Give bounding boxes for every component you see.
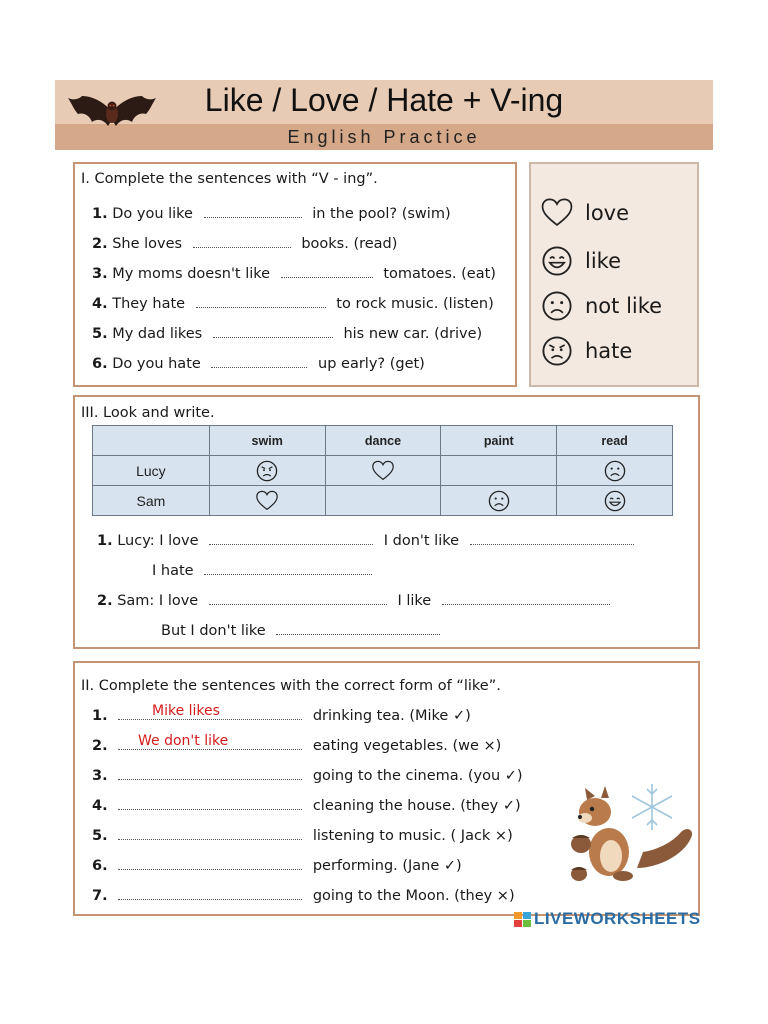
table-header-cell: [93, 426, 210, 456]
table-cell: [325, 486, 441, 516]
table-cell: [441, 456, 557, 486]
table-cell: [557, 456, 673, 486]
page-title: Like / Love / Hate + V-ing: [204, 82, 564, 118]
s1-item-5: [92, 325, 482, 343]
s3-blank[interactable]: [276, 623, 440, 635]
preferences-table: [92, 425, 673, 516]
s1-item-3: [92, 265, 496, 283]
s2-blank[interactable]: [118, 768, 302, 780]
table-header-cell: read: [557, 426, 673, 456]
s1-item-2: [92, 235, 397, 253]
s2-blank[interactable]: [118, 828, 302, 840]
s2-after: eating vegetables. (we ×): [312, 738, 502, 754]
s2-num: 4.: [92, 798, 108, 814]
s2-after: cleaning the house. (they ✓): [312, 798, 521, 814]
s3-line-1: [97, 532, 640, 550]
legend-label: not like: [585, 294, 663, 318]
sad-face-icon: [487, 489, 511, 513]
table-cell: [325, 456, 441, 486]
s3-text: I don't like: [383, 533, 460, 549]
happy-face-icon: [603, 489, 627, 513]
s1-blank[interactable]: [281, 266, 373, 278]
section-2-title: II. Complete the sentences with the correct form of “like”.: [81, 678, 501, 694]
s1-blank[interactable]: [211, 356, 307, 368]
s3-line-4: [161, 622, 446, 640]
s2-num: 3.: [92, 768, 108, 784]
s3-text: Sam: I love: [117, 593, 199, 609]
s1-before: She loves: [112, 236, 183, 252]
table-row: [93, 456, 673, 486]
table-cell: [441, 486, 557, 516]
liveworksheets-logo: [514, 909, 701, 929]
row-name: Sam: [93, 486, 210, 516]
s2-blank[interactable]: [118, 888, 302, 900]
s2-after: drinking tea. (Mike ✓): [312, 708, 471, 724]
s3-text: Lucy: I love: [117, 533, 199, 549]
heart-icon: [255, 489, 279, 513]
s1-num: 6.: [92, 356, 108, 372]
s1-blank[interactable]: [204, 206, 302, 218]
s2-item-1: [92, 707, 471, 725]
s1-num: 5.: [92, 326, 108, 342]
s1-before: They hate: [112, 296, 186, 312]
s3-blank[interactable]: [442, 593, 610, 605]
s2-num: 2.: [92, 738, 108, 754]
s2-item-6: [92, 857, 462, 875]
table-cell: [209, 486, 325, 516]
s3-blank[interactable]: [470, 533, 634, 545]
table-cell: [209, 456, 325, 486]
sad-face-icon: [540, 289, 574, 323]
s3-line-3: [97, 592, 616, 610]
s2-item-4: [92, 797, 521, 815]
s1-blank[interactable]: [213, 326, 333, 338]
snowflake-icon: [632, 784, 672, 830]
s2-item-7: [92, 887, 515, 905]
angry-face-icon: [255, 459, 279, 483]
s1-blank[interactable]: [196, 296, 326, 308]
s1-after: to rock music. (listen): [336, 296, 494, 312]
legend-love: [540, 196, 629, 230]
logo-text: LIVEWORKSHEETS: [534, 909, 701, 928]
s1-after: tomatoes. (eat): [383, 266, 496, 282]
page-subtitle: English Practice: [287, 127, 481, 147]
s2-blank[interactable]: [118, 858, 302, 870]
s3-blank[interactable]: [204, 563, 372, 575]
s1-num: 1.: [92, 206, 108, 222]
table-header-row: [93, 426, 673, 456]
s3-text: I like: [397, 593, 432, 609]
s2-answer-2: We don't like: [138, 733, 229, 749]
s1-before: Do you like: [112, 206, 193, 222]
s1-num: 4.: [92, 296, 108, 312]
table-header-cell: paint: [441, 426, 557, 456]
s2-num: 5.: [92, 828, 108, 844]
s2-after: listening to music. ( Jack ×): [312, 828, 513, 844]
s1-after: his new car. (drive): [343, 326, 483, 342]
s2-after: going to the cinema. (you ✓): [312, 768, 523, 784]
s1-before: My moms doesn't like: [112, 266, 271, 282]
s2-num: 1.: [92, 708, 108, 724]
table-row: [93, 486, 673, 516]
s3-line-2: [152, 562, 378, 580]
s3-num: 1.: [97, 533, 113, 549]
squirrel-icon: [565, 776, 700, 886]
logo-mark-icon: [514, 910, 532, 928]
s3-num: 2.: [97, 593, 113, 609]
legend-like: [540, 244, 621, 278]
s3-blank[interactable]: [209, 533, 373, 545]
section-1-title: I. Complete the sentences with “V - ing”.: [81, 171, 378, 187]
s1-num: 3.: [92, 266, 108, 282]
legend-label: hate: [585, 339, 633, 363]
s1-after: in the pool? (swim): [312, 206, 451, 222]
s3-blank[interactable]: [209, 593, 387, 605]
s1-after: books. (read): [301, 236, 398, 252]
s2-item-5: [92, 827, 513, 845]
s2-num: 6.: [92, 858, 108, 874]
section-3-title: III. Look and write.: [81, 405, 215, 421]
legend-hate: [540, 334, 632, 368]
legend-label: like: [585, 249, 622, 273]
legend-label: love: [585, 201, 630, 225]
sad-face-icon: [603, 459, 627, 483]
table-header-cell: swim: [209, 426, 325, 456]
s1-item-1: [92, 205, 451, 223]
s3-text: But I don't like: [161, 623, 266, 639]
happy-face-icon: [540, 244, 574, 278]
s2-after: performing. (Jane ✓): [312, 858, 462, 874]
s3-text: I hate: [152, 563, 194, 579]
s2-item-3: [92, 767, 523, 785]
row-name: Lucy: [93, 456, 210, 486]
s1-item-6: [92, 355, 425, 373]
heart-icon: [371, 459, 395, 483]
legend-not-like: [540, 289, 662, 323]
heart-icon: [540, 196, 574, 230]
s1-num: 2.: [92, 236, 108, 252]
s1-before: Do you hate: [112, 356, 201, 372]
s1-item-4: [92, 295, 494, 313]
s1-blank[interactable]: [193, 236, 291, 248]
s1-before: My dad likes: [112, 326, 203, 342]
s2-blank[interactable]: [118, 798, 302, 810]
angry-face-icon: [540, 334, 574, 368]
s2-num: 7.: [92, 888, 108, 904]
table-cell: [557, 486, 673, 516]
s2-answer-1: Mike likes: [152, 703, 220, 719]
table-header-cell: dance: [325, 426, 441, 456]
s1-after: up early? (get): [318, 356, 425, 372]
s2-after: going to the Moon. (they ×): [312, 888, 515, 904]
